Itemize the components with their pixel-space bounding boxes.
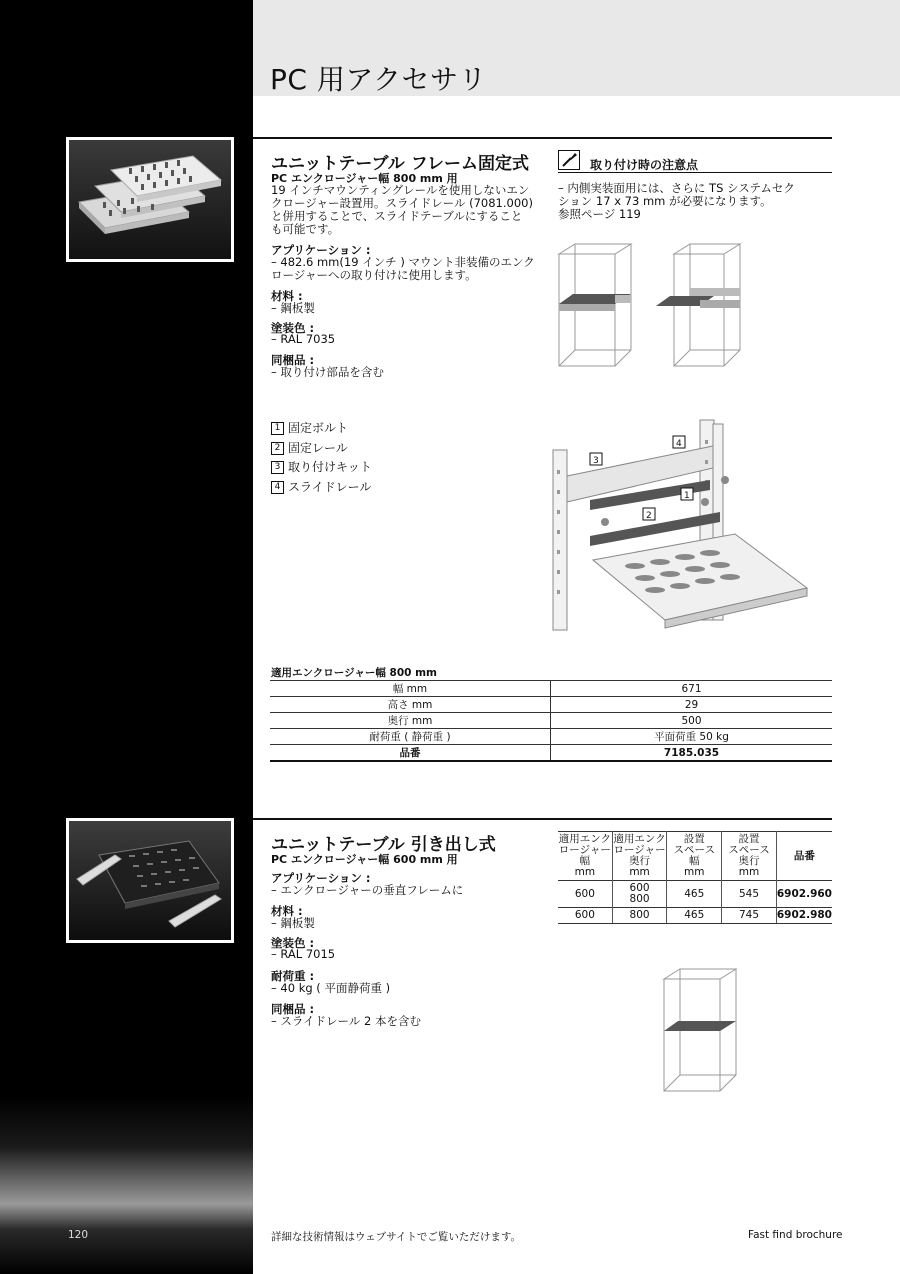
included-value: – スライドレール 2 本を含む <box>271 1014 421 1028</box>
table-cell: 545 <box>722 881 777 908</box>
table-row <box>270 745 832 762</box>
table-row <box>558 881 832 908</box>
spec-label: 幅 mm <box>270 681 551 697</box>
section1-title: ユニットテーブル フレーム固定式 <box>271 154 530 174</box>
column-header-part-number: 品番 <box>776 832 832 881</box>
table-cell: 465 <box>667 908 722 924</box>
description-line: も可能です。 <box>271 222 340 236</box>
paint-value: – RAL 7035 <box>271 332 336 346</box>
column-header: 設置 スペース 幅 mm <box>667 832 722 881</box>
callout-2: 2 <box>646 511 652 521</box>
callout-1: 1 <box>684 491 690 501</box>
spec-value: 500 <box>551 713 833 729</box>
included-label: 同梱品 : <box>271 353 315 367</box>
legend-label: スライドレール <box>288 480 372 494</box>
section2-table <box>558 831 832 924</box>
table-row <box>558 908 832 924</box>
part-number: 6902.980 <box>776 908 832 924</box>
table-row <box>270 681 832 697</box>
spec-label: 品番 <box>270 745 551 762</box>
spec-label: 耐荷重 ( 静荷重 ) <box>270 729 551 745</box>
section1-rule <box>253 137 832 139</box>
legend-item <box>271 419 348 436</box>
column-header: 適用エンク ロージャー 幅 mm <box>558 832 612 881</box>
legend-number: 1 <box>271 422 284 435</box>
material-label: 材料 : <box>271 289 303 303</box>
assembly-diagram <box>545 410 810 635</box>
load-value: – 40 kg ( 平面静荷重 ) <box>271 981 391 995</box>
legend-number: 3 <box>271 461 284 474</box>
description-line: 19 インチマウンティングレールを使用しないエン <box>271 183 530 197</box>
legend-item <box>271 478 371 495</box>
table-cell: 745 <box>722 908 777 924</box>
legend-label: 取り付けキット <box>288 460 372 474</box>
section2-title: ユニットテーブル 引き出し式 <box>271 835 496 855</box>
callout-3: 3 <box>593 456 599 466</box>
spec-value: 29 <box>551 697 833 713</box>
paint-label: 塗装色 : <box>271 936 315 950</box>
table-row <box>270 729 832 745</box>
table-row <box>270 713 832 729</box>
table-header-row <box>558 832 832 881</box>
column-header: 適用エンク ロージャー 奥行 mm <box>612 832 667 881</box>
paint-value: – RAL 7015 <box>271 947 336 961</box>
application-label: アプリケーション : <box>271 243 371 257</box>
application-line: ロージャーへの取り付けに使用します。 <box>271 268 477 282</box>
page-number: 120 <box>68 1229 89 1241</box>
application-line: – 482.6 mm(19 インチ ) マウント非装備のエンク <box>271 255 535 269</box>
table-row <box>270 697 832 713</box>
paint-label: 塗装色 : <box>271 321 315 335</box>
part-number: 6902.960 <box>776 881 832 908</box>
table-cell: 800 <box>612 908 667 924</box>
note-line: 参照ページ 119 <box>558 207 641 221</box>
section1-subtitle: PC エンクロージャー幅 800 mm 用 <box>271 172 458 185</box>
legend-item <box>271 458 372 475</box>
callout-4: 4 <box>676 439 682 449</box>
included-label: 同梱品 : <box>271 1002 315 1016</box>
material-label: 材料 : <box>271 904 303 918</box>
spec-value: 平面荷重 50 kg <box>551 729 833 745</box>
table-cell: 600 <box>558 881 612 908</box>
enclosure-diagram-frame-mount <box>654 240 744 370</box>
legend-item <box>271 439 348 456</box>
section2-rule <box>253 818 832 820</box>
page-title: PC 用アクセサリ <box>270 63 487 96</box>
description-line: と併用することで、スライドテーブルにすること <box>271 209 523 223</box>
spec-label: 高さ mm <box>270 697 551 713</box>
section2-subtitle: PC エンクロージャー幅 600 mm 用 <box>271 853 458 866</box>
legend-label: 固定レール <box>288 441 348 455</box>
description-line: クロージャー設置用。スライドレール (7081.000) <box>271 196 533 210</box>
product-photo-slide-table <box>66 818 234 943</box>
legend-number: 4 <box>271 481 284 494</box>
spec-value: 671 <box>551 681 833 697</box>
table-cell: 600 800 <box>612 881 667 908</box>
material-value: – 鋼板製 <box>271 301 315 315</box>
table-title: 適用エンクロージャー幅 800 mm <box>271 667 437 679</box>
application-label: アプリケーション : <box>271 871 371 885</box>
spec-label: 奥行 mm <box>270 713 551 729</box>
application-value: – エンクロージャーの垂直フレームに <box>271 883 464 897</box>
note-line: – 内側実装面用には、さらに TS システムセク <box>558 181 795 195</box>
screwdriver-icon <box>558 150 580 170</box>
part-number: 7185.035 <box>551 745 833 762</box>
enclosure-diagram-slide <box>660 965 740 1095</box>
material-value: – 鋼板製 <box>271 916 315 930</box>
table-cell: 465 <box>667 881 722 908</box>
enclosure-diagram-inner-mount <box>555 240 635 370</box>
footer-brand: Fast find brochure <box>748 1229 843 1241</box>
column-header: 設置 スペース 奥行 mm <box>722 832 777 881</box>
load-label: 耐荷重 : <box>271 969 315 983</box>
legend-label: 固定ボルト <box>288 421 349 435</box>
legend-number: 2 <box>271 442 284 455</box>
spec-table <box>270 680 832 762</box>
included-value: – 取り付け部品を含む <box>271 365 384 379</box>
table-cell: 600 <box>558 908 612 924</box>
note-title: 取り付け時の注意点 <box>590 158 699 172</box>
note-line: ション 17 x 73 mm が必要になります。 <box>558 194 772 208</box>
footer-note: 詳細な技術情報はウェブサイトでご覧いただけます。 <box>271 1231 522 1243</box>
product-photo-fixed-table <box>66 137 234 262</box>
